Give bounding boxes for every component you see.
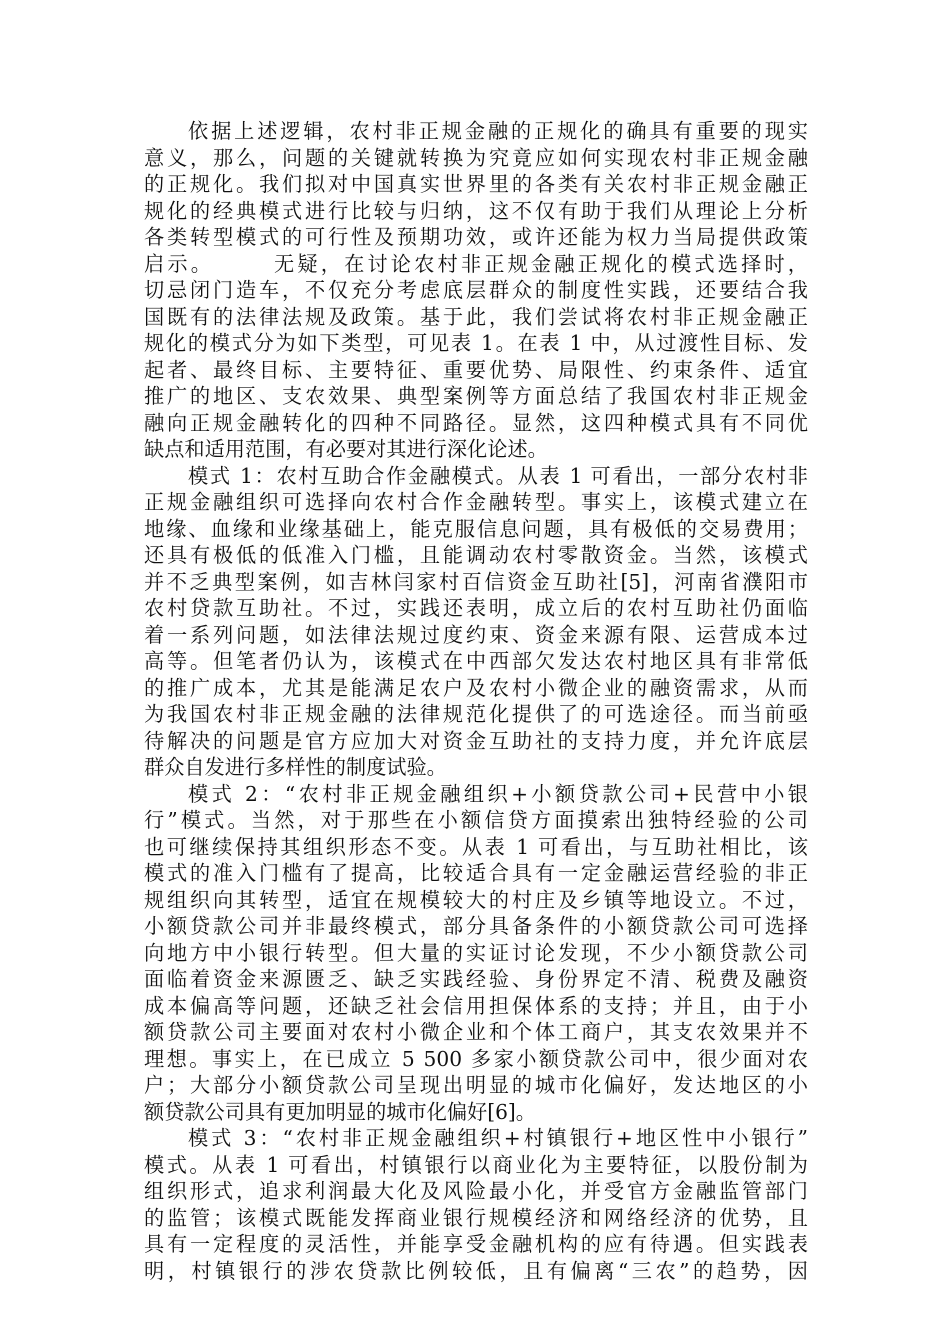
text-line: 额贷款公司主要面对农村小微企业和个体工商户，其支农效果并不	[144, 1020, 808, 1044]
text-line: 小额贷款公司并非最终模式，部分具备条件的小额贷款公司可选择	[144, 914, 808, 938]
text-line: 理想。事实上，在已成立 5 500 多家小额贷款公司中，很少面对农	[144, 1046, 808, 1071]
text-line: 额贷款公司具有更加明显的城市化偏好[6]。	[144, 1099, 536, 1124]
text-line: 国既有的法律法规及政策。基于此，我们尝试将农村非正规金融正	[144, 304, 808, 329]
text-line: 也可继续保持其组织形态不变。从表 1 可看出，与互助社相比，该	[144, 834, 808, 859]
text-line: 各类转型模式的可行性及预期功效，或许还能为权力当局提供政策	[144, 225, 808, 249]
text-line: 的正规化。我们拟对中国真实世界里的各类有关农村非正规金融正	[144, 172, 808, 196]
text-line: 明，村镇银行的涉农贷款比例较低，且有偏离“三农”的趋势，因	[144, 1258, 808, 1283]
text-line: 群众自发进行多样性的制度试验。	[144, 755, 447, 779]
text-line: 规化的经典模式进行比较与归纳，这不仅有助于我们从理论上分析	[144, 198, 808, 223]
paragraph-intro	[144, 118, 808, 463]
text-line: 的监管；该模式既能发挥商业银行规模经济和网络经济的优势，且	[144, 1205, 808, 1230]
text-line: 农村贷款互助社。不过，实践还表明，成立后的农村互助社仍面临	[144, 596, 808, 620]
text-line: 缺点和适用范围，有必要对其进行深化论述。	[144, 437, 548, 461]
paragraph-mode-2	[144, 781, 808, 1126]
text-line: 模式 2：“农村非正规金融组织+小额贷款公司+民营中小银	[188, 781, 808, 806]
text-line: 户；大部分小额贷款公司呈现出明显的城市化偏好，发达地区的小	[144, 1073, 808, 1097]
text-line: 融向正规金融转化的四种不同路径。显然，这四种模式具有不同优	[144, 410, 808, 435]
text-line: 模式的准入门槛有了提高，比较适合具有一定金融运营经验的非正	[144, 861, 808, 885]
text-line: 高等。但笔者仍认为，该模式在中西部欠发达农村地区具有非常低	[144, 649, 808, 673]
text-line: 模式 3：“农村非正规金融组织+村镇银行+地区性中小银行”	[188, 1126, 808, 1150]
text-line: 成本偏高等问题，还缺乏社会信用担保体系的支持；并且，由于小	[144, 993, 808, 1018]
paragraph-mode-3	[144, 1125, 808, 1284]
text-line: 切忌闭门造车，不仅充分考虑底层群众的制度性实践，还要结合我	[144, 278, 808, 302]
text-line: 起者、最终目标、主要特征、重要优势、局限性、约束条件、适宜	[144, 357, 808, 382]
text-line: 待解决的问题是官方应加大对资金互助社的支持力度，并允许底层	[144, 728, 808, 753]
paragraph-mode-1	[144, 463, 808, 781]
text-line: 着一系列问题，如法律法规过度约束、资金来源有限、运营成本过	[144, 622, 808, 647]
text-line: 意义，那么，问题的关键就转换为究竟应如何实现农村非正规金融	[144, 145, 808, 170]
document-page	[144, 118, 808, 1284]
text-line: 推广的地区、支农效果、典型案例等方面总结了我国农村非正规金	[144, 384, 808, 408]
text-line: 并不乏典型案例，如吉林闫家村百信资金互助社[5]，河南省濮阳市	[144, 569, 808, 594]
text-line: 向地方中小银行转型。但大量的实证讨论发现，不少小额贷款公司	[144, 940, 808, 965]
text-line: 规组织向其转型，适宜在规模较大的村庄及乡镇等地设立。不过，	[144, 887, 808, 912]
text-line: 组织形式，追求利润最大化及风险最小化，并受官方金融监管部门	[144, 1179, 808, 1203]
text-line: 模式。从表 1 可看出，村镇银行以商业化为主要特征，以股份制为	[144, 1152, 808, 1177]
text-line: 正规金融组织可选择向农村合作金融转型。事实上，该模式建立在	[144, 490, 808, 514]
text-line: 启示。 无疑，在讨论农村非正规金融正规化的模式选择时，	[144, 251, 808, 276]
text-line: 依据上述逻辑，农村非正规金融的正规化的确具有重要的现实	[188, 119, 808, 143]
text-line: 的推广成本，尤其是能满足农户及农村小微企业的融资需求，从而	[144, 675, 808, 700]
text-line: 模式 1：农村互助合作金融模式。从表 1 可看出，一部分农村非	[188, 463, 808, 488]
text-line: 面临着资金来源匮乏、缺乏实践经验、身份界定不清、税费及融资	[144, 967, 808, 991]
text-line: 规化的模式分为如下类型，可见表 1。在表 1 中，从过渡性目标、发	[144, 331, 808, 355]
text-line: 为我国农村非正规金融的法律规范化提供了的可选途径。而当前亟	[144, 702, 808, 726]
text-line: 还具有极低的低准入门槛，且能调动农村零散资金。当然，该模式	[144, 543, 808, 567]
text-line: 行”模式。当然，对于那些在小额信贷方面摸索出独特经验的公司	[144, 808, 808, 832]
text-line: 地缘、血缘和业缘基础上，能克服信息问题，具有极低的交易费用；	[144, 516, 808, 541]
text-line: 具有一定程度的灵活性，并能享受金融机构的应有待遇。但实践表	[144, 1232, 808, 1256]
